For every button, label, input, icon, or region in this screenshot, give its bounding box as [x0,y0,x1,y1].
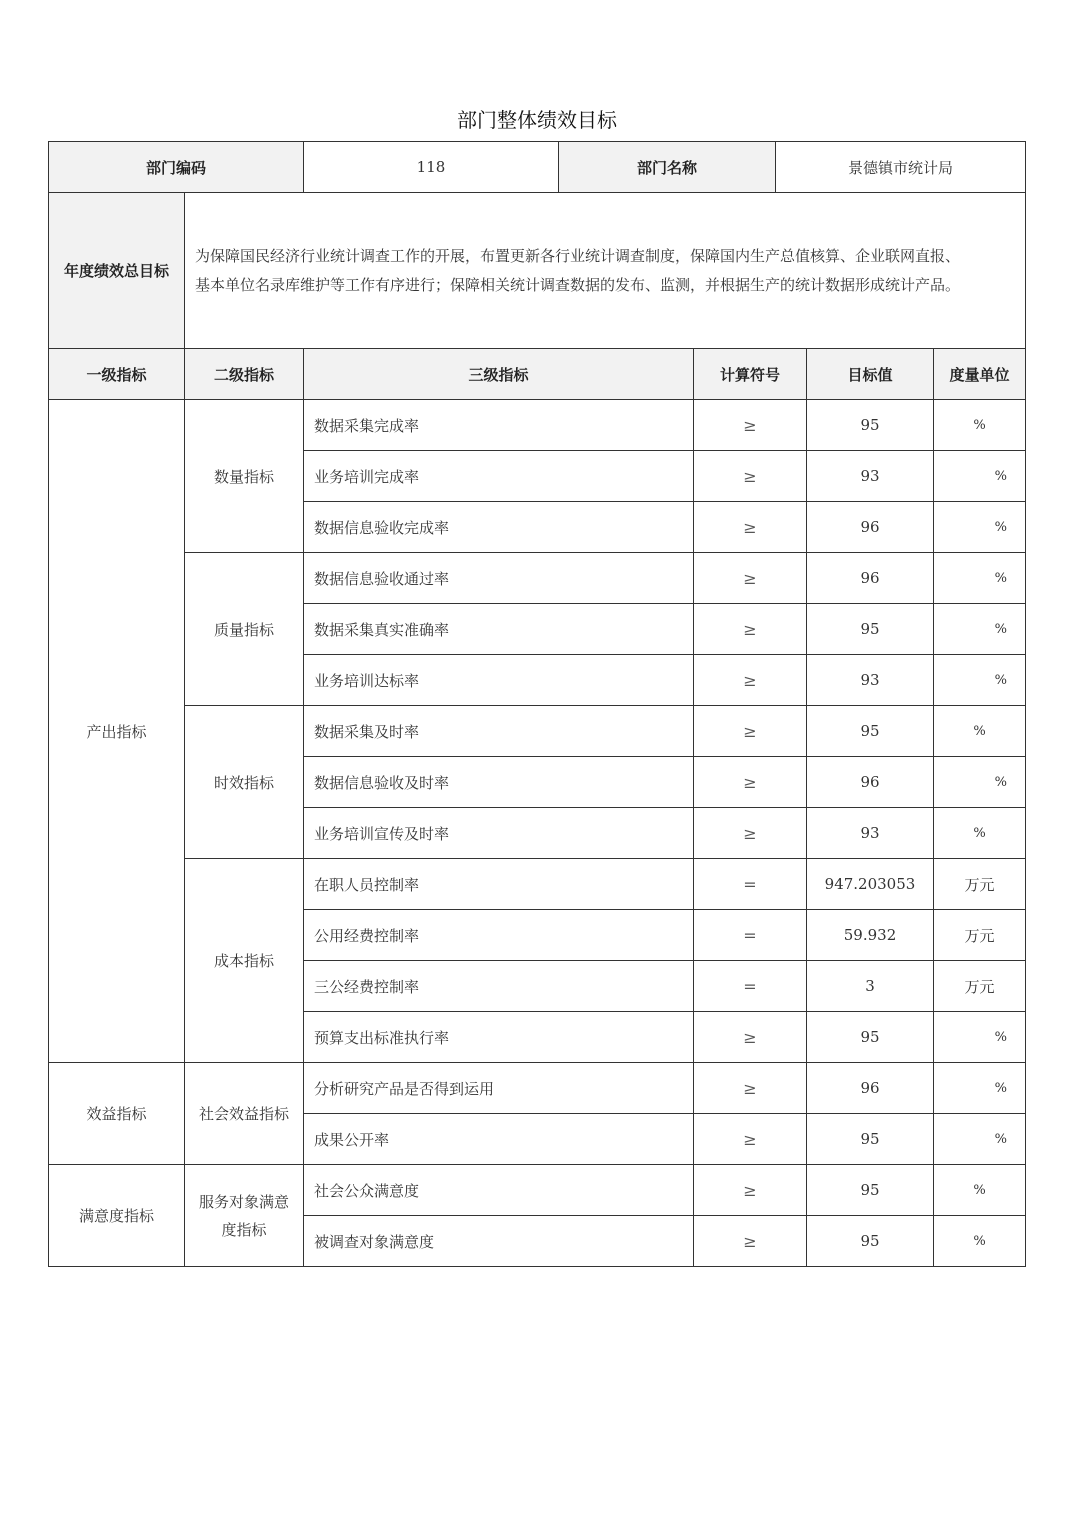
indicator-name: 被调查对象满意度 [304,1216,694,1267]
indicator-name: 数据采集完成率 [304,400,694,451]
target-cell: 93 [807,451,934,502]
symbol-cell: ≥ [694,706,807,757]
annual-goal-line-2: 基本单位名录库维护等工作有序进行；保障相关统计调查数据的发布、监测，并根据生产的统计数据形成统计产品。 [195,275,961,294]
symbol-cell: ≥ [694,400,807,451]
symbol-cell: = [694,859,807,910]
indicator-name: 成果公开率 [304,1114,694,1165]
unit-cell: % [934,808,1026,859]
target-cell: 96 [807,553,934,604]
table-row [49,1165,1026,1216]
dept-info-row [49,142,1026,193]
unit-cell: % [934,1165,1026,1216]
indicator-name: 业务培训达标率 [304,655,694,706]
unit-cell: % [934,604,1026,655]
unit-cell: % [934,553,1026,604]
unit-cell: % [934,757,1026,808]
symbol-cell: = [694,961,807,1012]
indicator-name: 社会公众满意度 [304,1165,694,1216]
unit-cell: % [934,1216,1026,1267]
target-cell: 947.203053 [807,859,934,910]
table-row [49,706,1026,757]
target-cell: 95 [807,1114,934,1165]
level2-cell: 数量指标 [185,400,304,553]
header-symbol: 计算符号 [694,349,807,400]
level1-cell: 满意度指标 [49,1165,185,1267]
indicator-name: 业务培训完成率 [304,451,694,502]
level1-cell: 效益指标 [49,1063,185,1165]
annual-goal-label: 年度绩效总目标 [49,193,185,349]
unit-cell: 万元 [934,859,1026,910]
indicator-name: 数据采集及时率 [304,706,694,757]
target-cell: 3 [807,961,934,1012]
level2-cell: 成本指标 [185,859,304,1063]
unit-cell: % [934,400,1026,451]
header-row [49,349,1026,400]
symbol-cell: ≥ [694,757,807,808]
indicator-name: 分析研究产品是否得到运用 [304,1063,694,1114]
target-cell: 93 [807,655,934,706]
level2-cell: 社会效益指标 [185,1063,304,1165]
symbol-cell: ≥ [694,1165,807,1216]
performance-table [48,141,1026,1267]
header-target: 目标值 [807,349,934,400]
header-level2: 二级指标 [185,349,304,400]
annual-goal-row [49,193,1026,349]
unit-cell: % [934,1063,1026,1114]
indicator-name: 数据采集真实准确率 [304,604,694,655]
target-cell: 95 [807,1216,934,1267]
table-row [49,1063,1026,1114]
target-cell: 95 [807,604,934,655]
table-row [49,400,1026,451]
indicator-name: 公用经费控制率 [304,910,694,961]
symbol-cell: ≥ [694,655,807,706]
dept-name-value: 景德镇市统计局 [776,142,1026,193]
symbol-cell: ≥ [694,1114,807,1165]
indicator-name: 预算支出标准执行率 [304,1012,694,1063]
level1-cell: 产出指标 [49,400,185,1063]
indicator-name: 数据信息验收通过率 [304,553,694,604]
indicator-name: 数据信息验收完成率 [304,502,694,553]
symbol-cell: ≥ [694,1063,807,1114]
symbol-cell: ≥ [694,553,807,604]
level2-cell: 时效指标 [185,706,304,859]
level2-cell: 质量指标 [185,553,304,706]
indicator-name: 数据信息验收及时率 [304,757,694,808]
symbol-cell: ≥ [694,451,807,502]
annual-goal-text [185,193,1026,349]
dept-code-label: 部门编码 [49,142,304,193]
symbol-cell: ≥ [694,1216,807,1267]
target-cell: 96 [807,757,934,808]
annual-goal-line-1: 为保障国民经济行业统计调查工作的开展，布置更新各行业统计调查制度，保障国内生产总值核算、企业联网直报、 [195,246,961,265]
target-cell: 95 [807,400,934,451]
target-cell: 95 [807,706,934,757]
page-title: 部门整体绩效目标 [457,108,617,132]
unit-cell: % [934,706,1026,757]
target-cell: 95 [807,1012,934,1063]
symbol-cell: ≥ [694,604,807,655]
header-level1: 一级指标 [49,349,185,400]
target-cell: 93 [807,808,934,859]
unit-cell: 万元 [934,910,1026,961]
unit-cell: % [934,451,1026,502]
target-cell: 96 [807,502,934,553]
table-row [49,553,1026,604]
unit-cell: % [934,1114,1026,1165]
dept-code-value: 118 [304,142,559,193]
target-cell: 59.932 [807,910,934,961]
target-cell: 96 [807,1063,934,1114]
symbol-cell: ≥ [694,502,807,553]
unit-cell: 万元 [934,961,1026,1012]
header-level3: 三级指标 [304,349,694,400]
indicator-name: 在职人员控制率 [304,859,694,910]
unit-cell: % [934,1012,1026,1063]
dept-name-label: 部门名称 [559,142,776,193]
indicator-name: 三公经费控制率 [304,961,694,1012]
unit-cell: % [934,502,1026,553]
target-cell: 95 [807,1165,934,1216]
indicator-name: 业务培训宣传及时率 [304,808,694,859]
header-unit: 度量单位 [934,349,1026,400]
table-row [49,859,1026,910]
level2-cell: 服务对象满意度指标 [185,1165,304,1267]
symbol-cell: = [694,910,807,961]
symbol-cell: ≥ [694,808,807,859]
symbol-cell: ≥ [694,1012,807,1063]
unit-cell: % [934,655,1026,706]
